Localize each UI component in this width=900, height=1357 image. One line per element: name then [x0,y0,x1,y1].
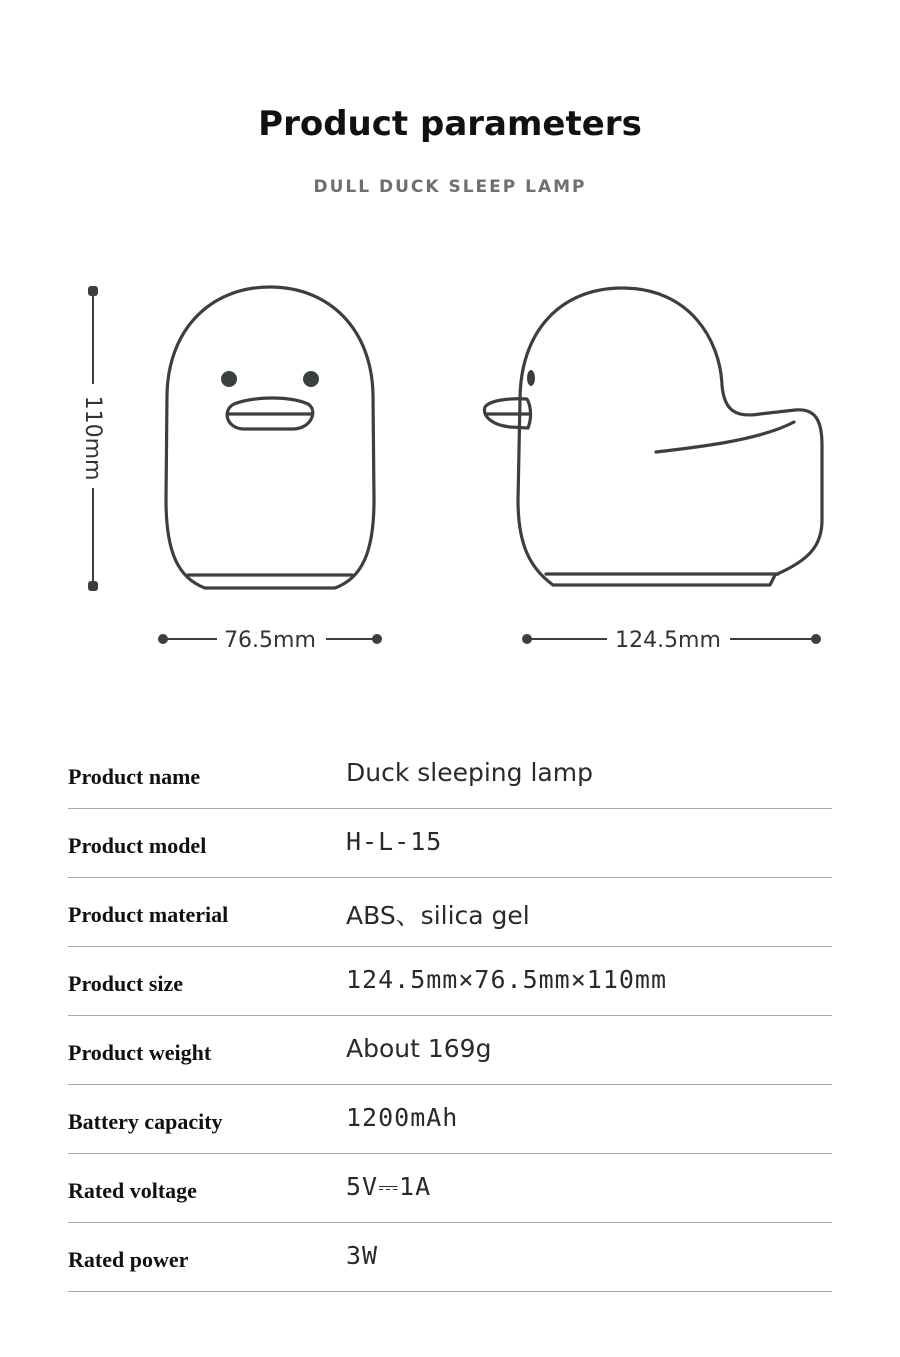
param-row-battery-capacity [68,1085,832,1154]
param-value: 124.5mm×76.5mm×110mm [346,965,668,994]
height-dimension-label: 110mm [80,395,105,481]
param-value: H-L-15 [346,827,443,856]
param-label: Product material [68,902,229,927]
param-label: Product size [68,971,184,996]
dimension-end-marker [373,635,381,643]
param-value: 3W [346,1241,379,1270]
dimension-end-marker [89,287,97,295]
param-label: Product model [68,833,207,858]
param-value: ABS、silica gel [346,901,530,930]
param-value: 5V⎓1A [346,1172,432,1201]
parameters-table [68,740,832,1292]
param-label: Product name [68,764,201,789]
param-label: Battery capacity [68,1109,223,1134]
page-title: Product parameters [258,104,642,144]
side-width-label: 124.5mm [615,628,721,653]
param-row-product-weight [68,1016,832,1085]
param-row-product-size [68,947,832,1016]
dimension-end-marker [89,582,97,590]
param-row-product-name [68,740,832,809]
duck-body-outline [166,287,374,588]
duck-side-eye [527,370,535,386]
front-width-label: 76.5mm [224,628,316,653]
duck-side-view [484,288,822,585]
param-row-product-model [68,809,832,878]
dimension-end-marker [812,635,820,643]
param-value: Duck sleeping lamp [346,758,593,787]
duck-eye [221,371,237,387]
duck-eye [303,371,319,387]
param-row-product-material [68,878,832,947]
duck-side-body-outline [518,288,822,585]
param-label: Product weight [68,1040,212,1065]
param-row-rated-voltage [68,1154,832,1223]
page-subtitle: DULL DUCK SLEEP LAMP [313,177,587,197]
param-label: Rated power [68,1247,189,1272]
param-value: 1200mAh [346,1103,459,1132]
duck-wing-line [656,422,794,452]
duck-front-view [166,287,374,588]
param-row-rated-power [68,1223,832,1292]
param-value: About 169g [346,1034,492,1063]
param-label: Rated voltage [68,1178,197,1203]
